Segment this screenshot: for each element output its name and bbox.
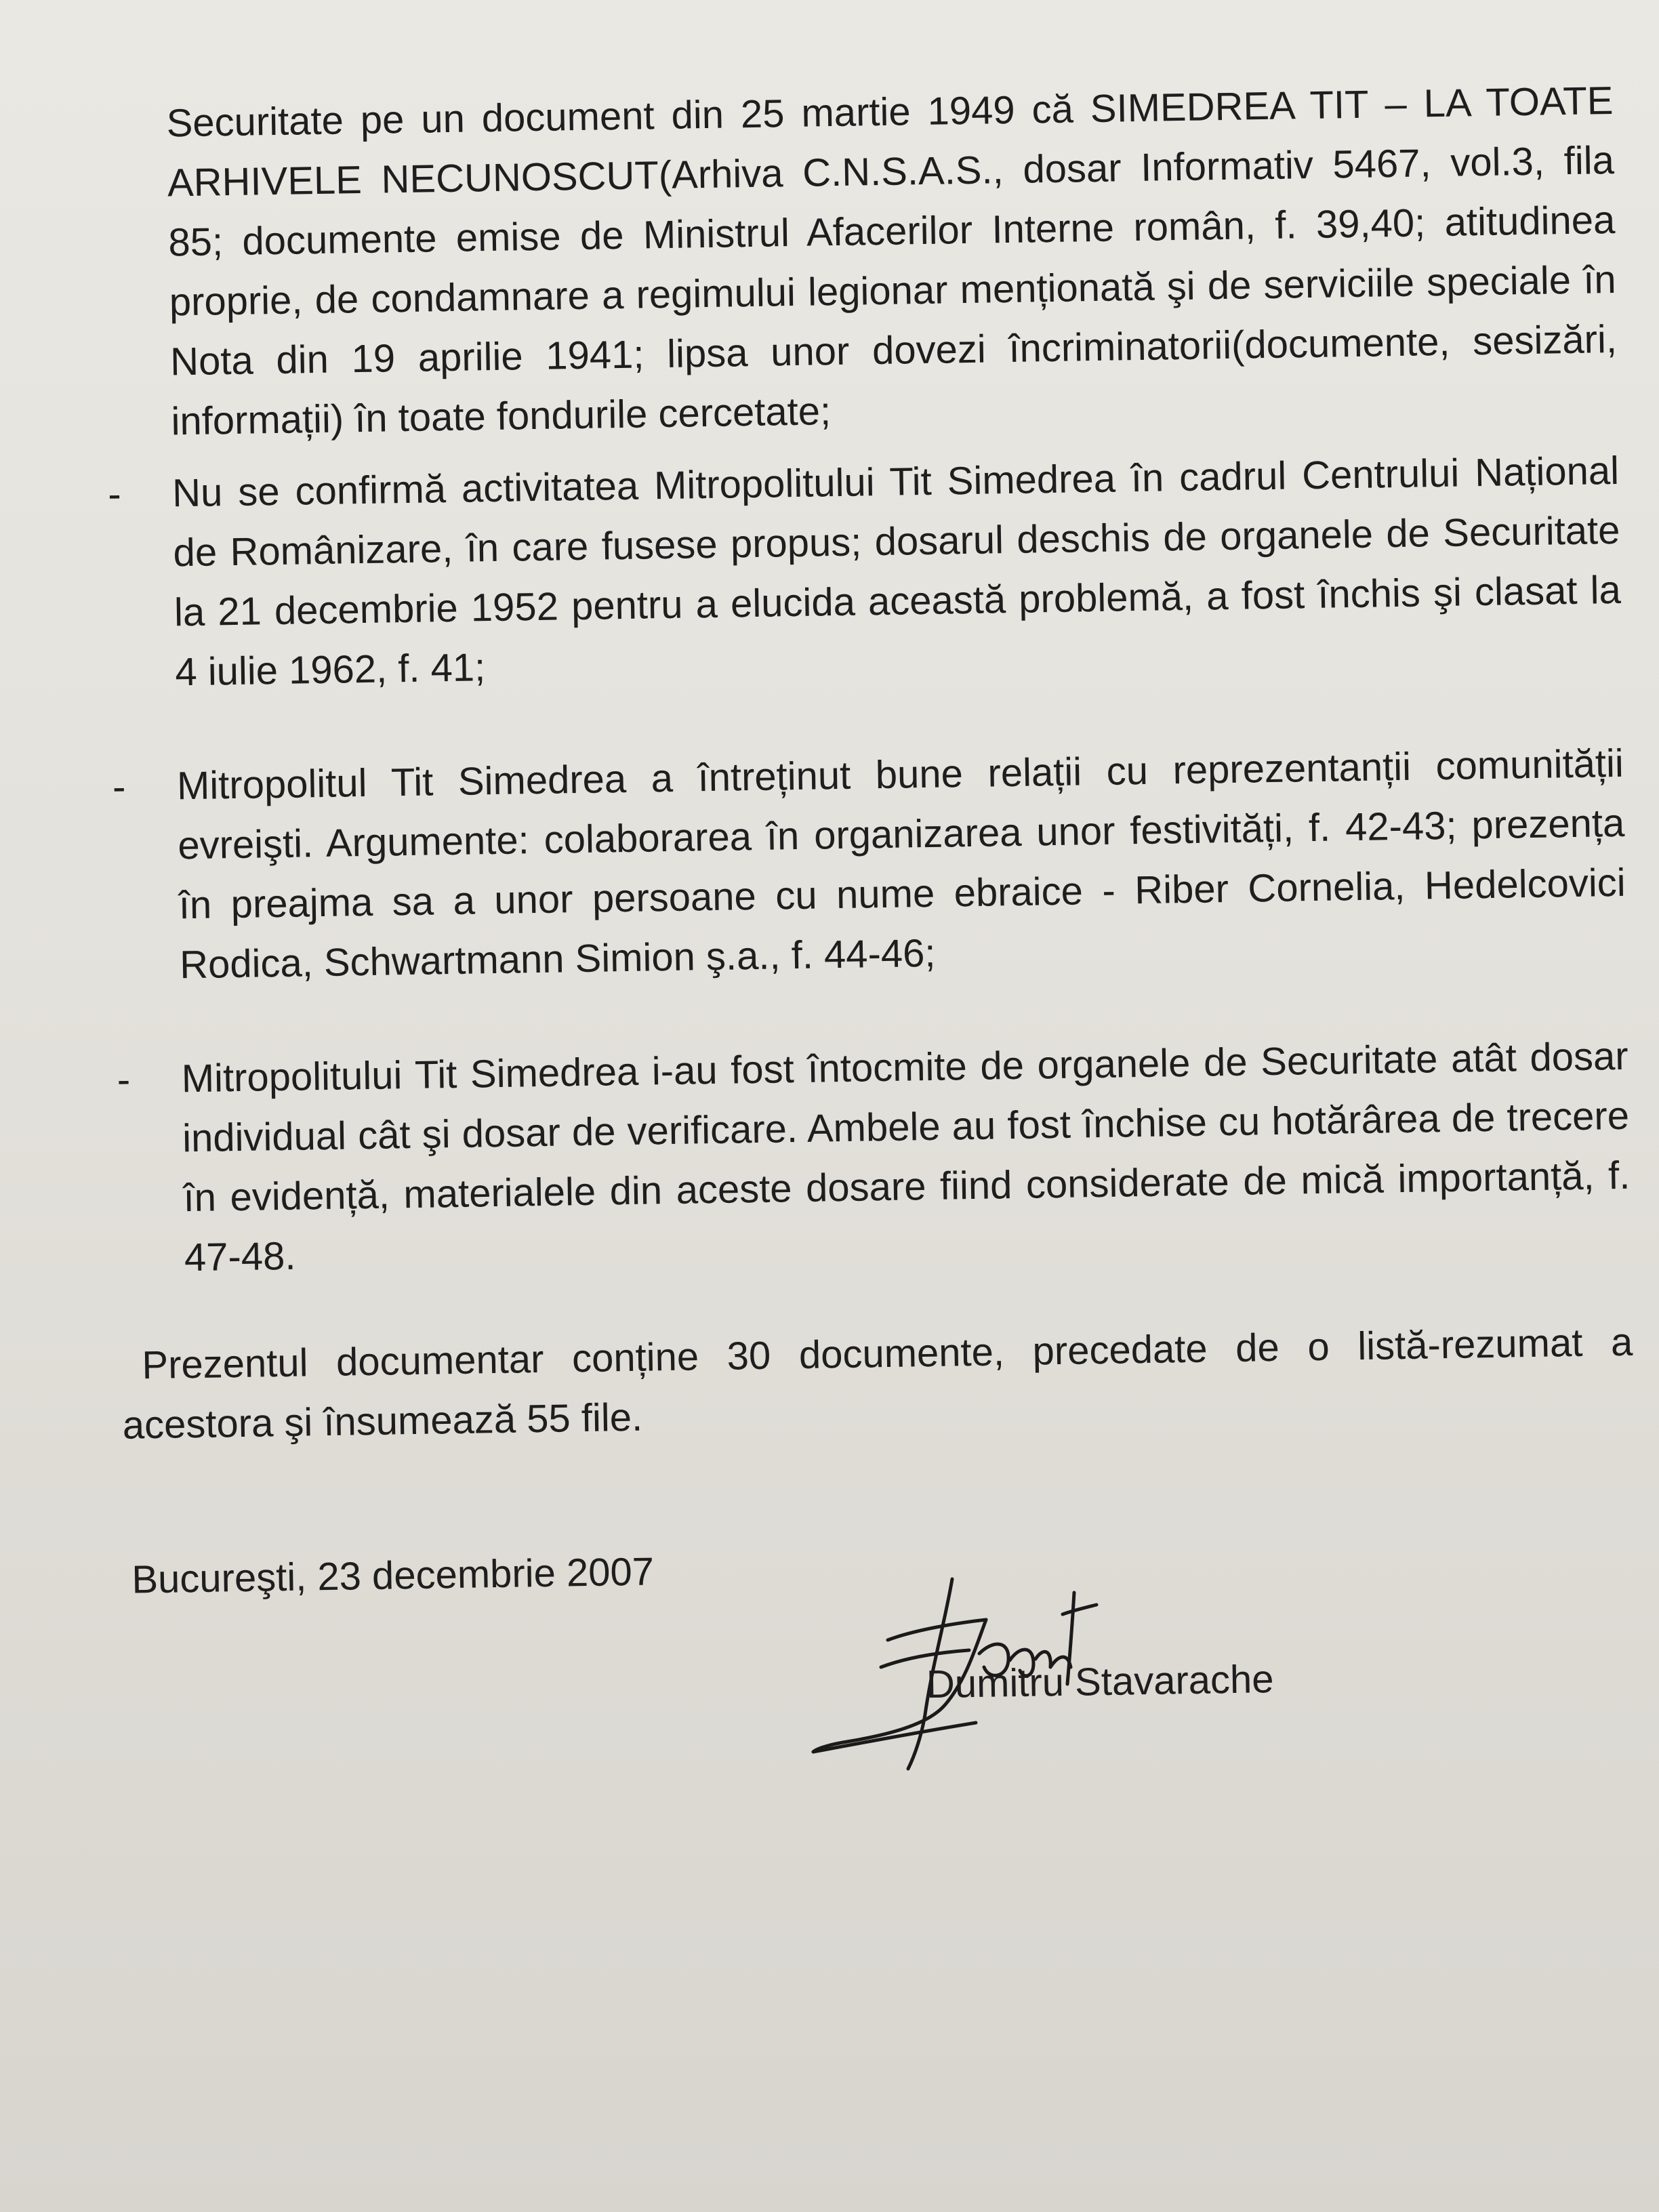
list-item	[112, 734, 1626, 996]
handwritten-signature	[806, 1565, 1132, 1789]
list-item	[117, 1027, 1631, 1289]
date-line: Bucureşti, 23 decembrie 2007	[131, 1549, 655, 1602]
document-body	[102, 71, 1639, 1727]
bullet-dash: -	[117, 1057, 131, 1102]
findings-list	[108, 441, 1632, 1289]
list-item	[108, 441, 1622, 703]
author-name: Dumitru Stavarache	[926, 1657, 1274, 1707]
summary-paragraph: Prezentul documentar conține 30 documente, precedate de o listă-rezumat a acestora şi însumează 55 file.	[122, 1319, 1633, 1448]
list-item-text: Nu se confirmă activitatea Mitropolitului Tit Simedrea în cadrul Centrului Național de Românizare, în care fusese propus; dosarul deschis de organele de Securitate la 21 decembrie 1952 pentru a elucida această problemă, a fost închis şi clasat la 4 iulie 1962, f. 41;	[171, 448, 1622, 695]
list-item-text: Mitropolitului Tit Simedrea i-au fost întocmite de organele de Securitate atât dosar individual cât şi dosar de verificare. Ambele au fost închise cu hotărârea de trecere în evidență, materialele din aceste dosare fiind considerate de mică importanță, f. 47-48.	[181, 1033, 1631, 1280]
bullet-dash: -	[112, 764, 126, 809]
bullet-dash: -	[107, 472, 122, 516]
intro-paragraph: Securitate pe un document din 25 martie 1949 că SIMEDREA TIT – LA TOATE ARHIVELE NECUNOSCUT(Arhiva C.N.S.A.S., dosar Informativ 5467, vol.3, fila 85; documente emise de Ministrul Afacerilor Interne român, f. 39,40; atitudinea proprie, de condamnare a regimului legionar menționată şi de serviciile speciale în Nota din 19 aprilie 1941; lipsa unor dovezi încriminatorii(documente, sesizări, informații) în toate fondurile cercetate;	[166, 78, 1618, 444]
list-item-text: Mitropolitul Tit Simedrea a întreținut bune relații cu reprezentanții comunității evreişti. Argumente: colaborarea în organizarea unor festivități, f. 42-43; prezența în preajma sa a unor persoane cu nume ebraice - Riber Cornelia, Hedelcovici Rodica, Schwartmann Simion ş.a., f. 44-46;	[176, 741, 1626, 987]
